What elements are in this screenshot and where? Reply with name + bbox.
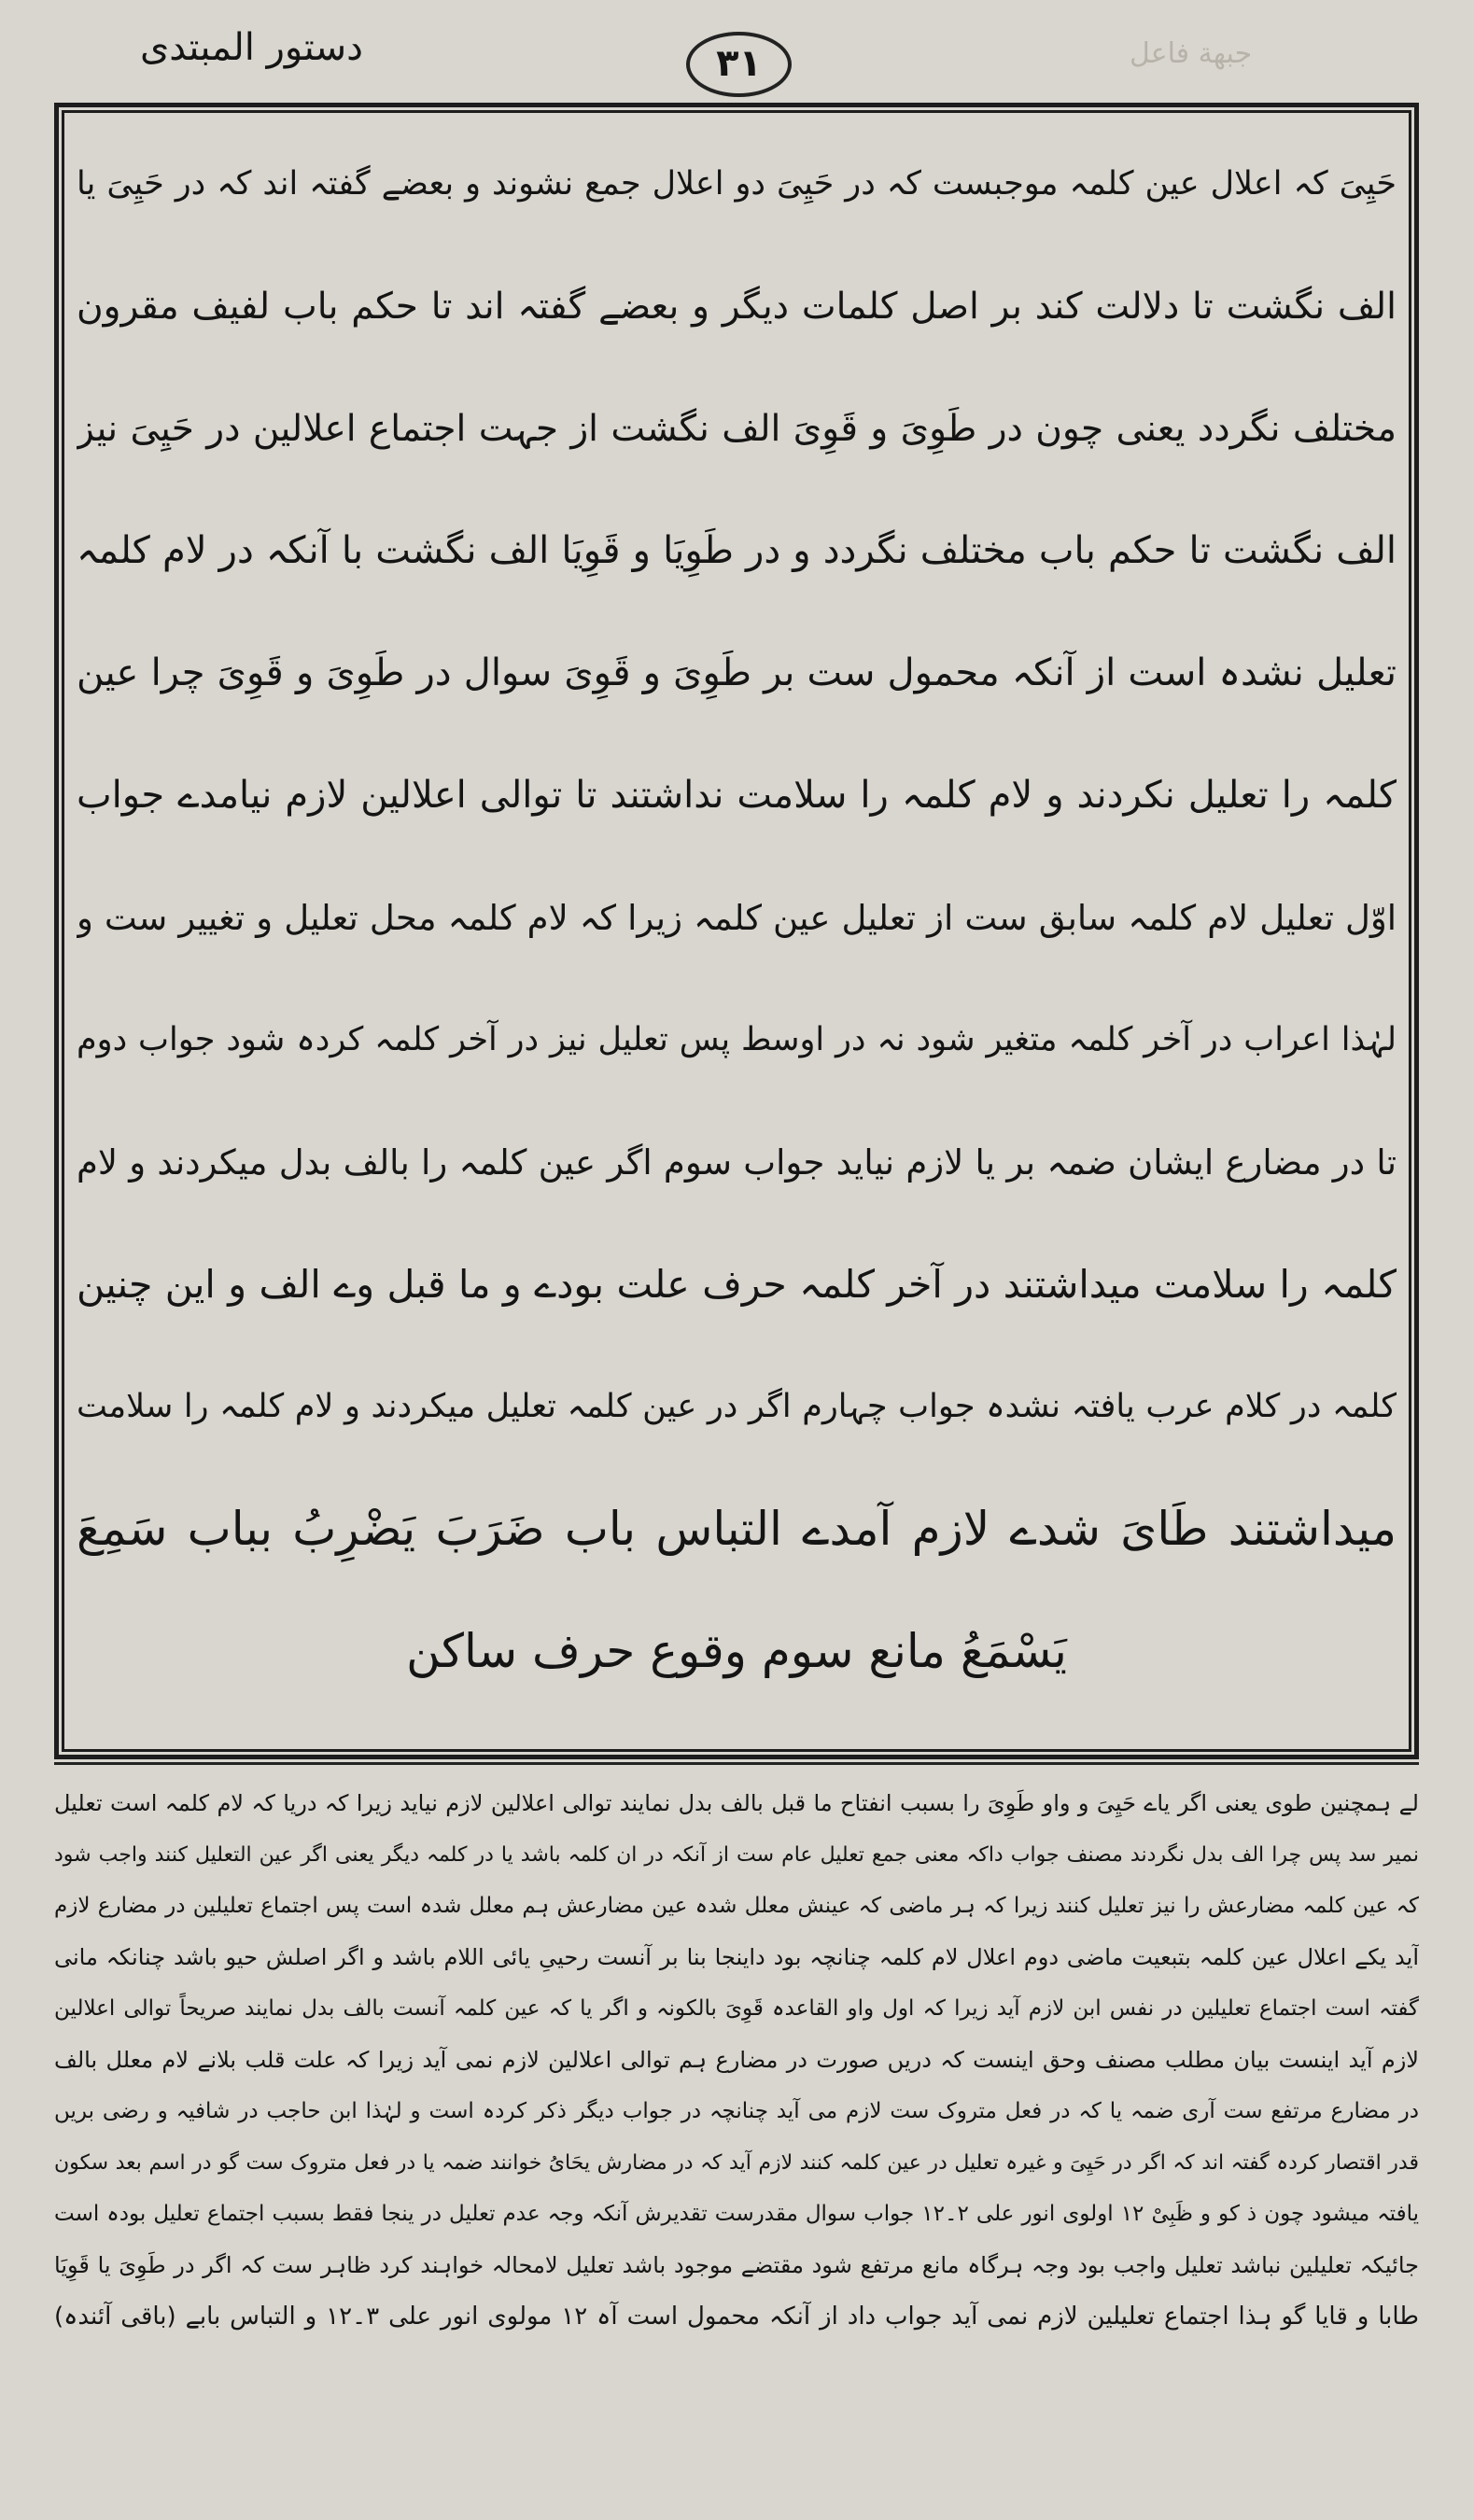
footnote-line: قدر اقتصار کردہ گفتہ اند کہ اگر در حَیِیَ و غیرہ تعلیل در عین کلمہ کنند لازم آید کہ در مضارش یحَایُ خوانند ضمہ یا در فعل متروک ست گو در اسم بعد سکون	[54, 2151, 1419, 2175]
footnote-line: گفتہ است اجتماع تعلیلین در نفس ابن لازم آید زیرا کہ اول واو القاعدہ قَوِیَ بالکونہ و اگر یا کہ عین کلمہ آنست بالف بدل نمایند صریحاً توالی اعلالین	[54, 1996, 1419, 2021]
main-text-line: حَیِیَ کہ اعلال عین کلمہ موجبست کہ در حَیِیَ دو اعلال جمع نشوند و بعضے گفتہ اند کہ در حَیِیَ یا	[77, 165, 1397, 203]
bleed-through-text: جبهة فاعل	[1130, 37, 1253, 70]
footnote-line: لازم آید اینست بیان مطلب مصنف وحق اینست کہ دریں صورت در مضارع ہم توالی اعلالین لازم نمی آید زیرا کہ علت قلب بلانے لام معلل بالف	[54, 2047, 1419, 2073]
footnote-line: نمیر سد پس چرا الف بدل نگردند مصنف جواب داکہ معنی جمع تعلیل عام ست از آنکہ در ان کلمہ باشد یا در کلمہ دیگر یعنی اگر عین التعلیل کنند واجب شود	[54, 1843, 1419, 1867]
main-text-line: میداشتند طَایَ شدے لازم آمدے التباس باب ضَرَبَ یَضْرِبُ بباب سَمِعَ	[77, 1502, 1397, 1556]
main-text-line: کلمہ را تعلیل نکردند و لام کلمہ را سلامت نداشتند تا توالی اعلالین لازم نیامدے جواب	[77, 774, 1397, 817]
footnote-line: طابا و قایا گو ہذا اجتماع تعلیلین لازم نمی آید جواب داد از آنکہ محمول است آہ ۱۲ مولوی انور علی ۳۔۱۲ و التباس بابے (باقی آئندہ)	[54, 2303, 1419, 2331]
running-title: دستور المبتدی	[140, 26, 363, 69]
main-text-line: تعلیل نشدہ است از آنکہ محمول ست بر طَوِیَ و قَوِیَ سوال در طَوِیَ و قَوِیَ چرا عین	[77, 651, 1397, 694]
footnote-line: کہ عین کلمہ مضارعش را نیز تعلیل کنند زیرا کہ ہر ماضی کہ عینش معلل شدہ عین مضارعش ہم معلل شدہ است پس اجتماع تعلیلین در مضارع لازم	[54, 1894, 1419, 1918]
main-text-line: مختلف نگردد یعنی چون در طَوِیَ و قَوِیَ الف نگشت از جہت اجتماع اعلالین در حَیِیَ نیز	[77, 408, 1397, 450]
footnote-line: جائیکہ تعلیلین نباشد تعلیل واجب بود وجہ ہرگاہ مانع مرتفع شود مقتضے موجود باشد تعلیل لامحالہ خواہند کرد ظاہر ست کہ اگر در طَوِیَ یا قَوِیَا	[54, 2252, 1419, 2278]
main-text-line: اوّل تعلیل لام کلمہ سابق ست از تعلیل عین کلمہ زیرا کہ لام کلمہ محل تعلیل و تغییر ست و	[77, 898, 1397, 938]
footnote-line: لے ہمچنین طوی یعنی اگر یاے حَیِیَ و واو طَوِیَ را بسبب انفتاح ما قبل بالف بدل نمایند توالی اعلالین لازم نیاید زیرا کہ دریا کہ لام کلمہ است تعلیل	[54, 1790, 1419, 1816]
footnote-line: یافتہ میشود چون ذ کو و ظَبِیْ ۱۲ اولوی انور علی ۲۔۱۲ جواب سوال مقدرست تقدیرش آنکہ وجہ عدم تعلیل در ینجا فقط بسبب اجتماع تعلیل بودہ است	[54, 2202, 1419, 2226]
main-text-line: تا در مضارع ایشان ضمہ بر یا لازم نیاید جواب سوم اگر عین کلمہ را بالف بدل میکردند و لام	[77, 1142, 1397, 1183]
footnote-line: آید یکے اعلال عین کلمہ بتبعیت ماضی دوم اعلال لام کلمہ چنانچہ بود داینجا بنا بر آنست رحییِ یائی اللام باشد و اگر اصلش حیو باشد چنانکہ مانی	[54, 1944, 1419, 1970]
main-text-line: کلمہ را سلامت میداشتند در آخر کلمہ حرف علت بودے و ما قبل وے الف و این چنین	[77, 1262, 1397, 1307]
main-text-line: یَسْمَعُ مانع سوم وقوع حرف ساکن	[406, 1624, 1067, 1678]
main-text-line: لہٰذا اعراب در آخر کلمہ متغیر شود نہ در اوسط پس تعلیل نیز در آخر کلمہ کردہ شود جواب دوم	[77, 1021, 1397, 1058]
main-text	[77, 123, 1397, 1713]
footnote-line: در مضارع مرتفع ست آری ضمہ یا کہ در فعل متروک ست لازم می آید چنانچہ در جواب دیگر ذکر کردہ است و لہٰذا ابن حاجب در شافیہ و رضی بریں	[54, 2099, 1419, 2123]
main-text-line: الف نگشت تا حکم باب مختلف نگردد و در طَوِیَا و قَوِیَا الف نگشت با آنکہ در لام کلمہ	[77, 529, 1397, 572]
footnotes	[54, 1778, 1419, 2343]
footnote-divider	[54, 1762, 1419, 1765]
main-text-line: کلمہ در کلام عرب یافتہ نشدہ جواب چہارم اگر در عین کلمہ تعلیل میکردند و لام کلمہ را سلامت	[77, 1388, 1397, 1425]
page-number: ۳۱	[686, 32, 792, 97]
main-text-line: الف نگشت تا دلالت کند بر اصل کلمات دیگر و بعضے گفتہ اند تا حکم باب لفیف مقرون	[77, 286, 1397, 328]
